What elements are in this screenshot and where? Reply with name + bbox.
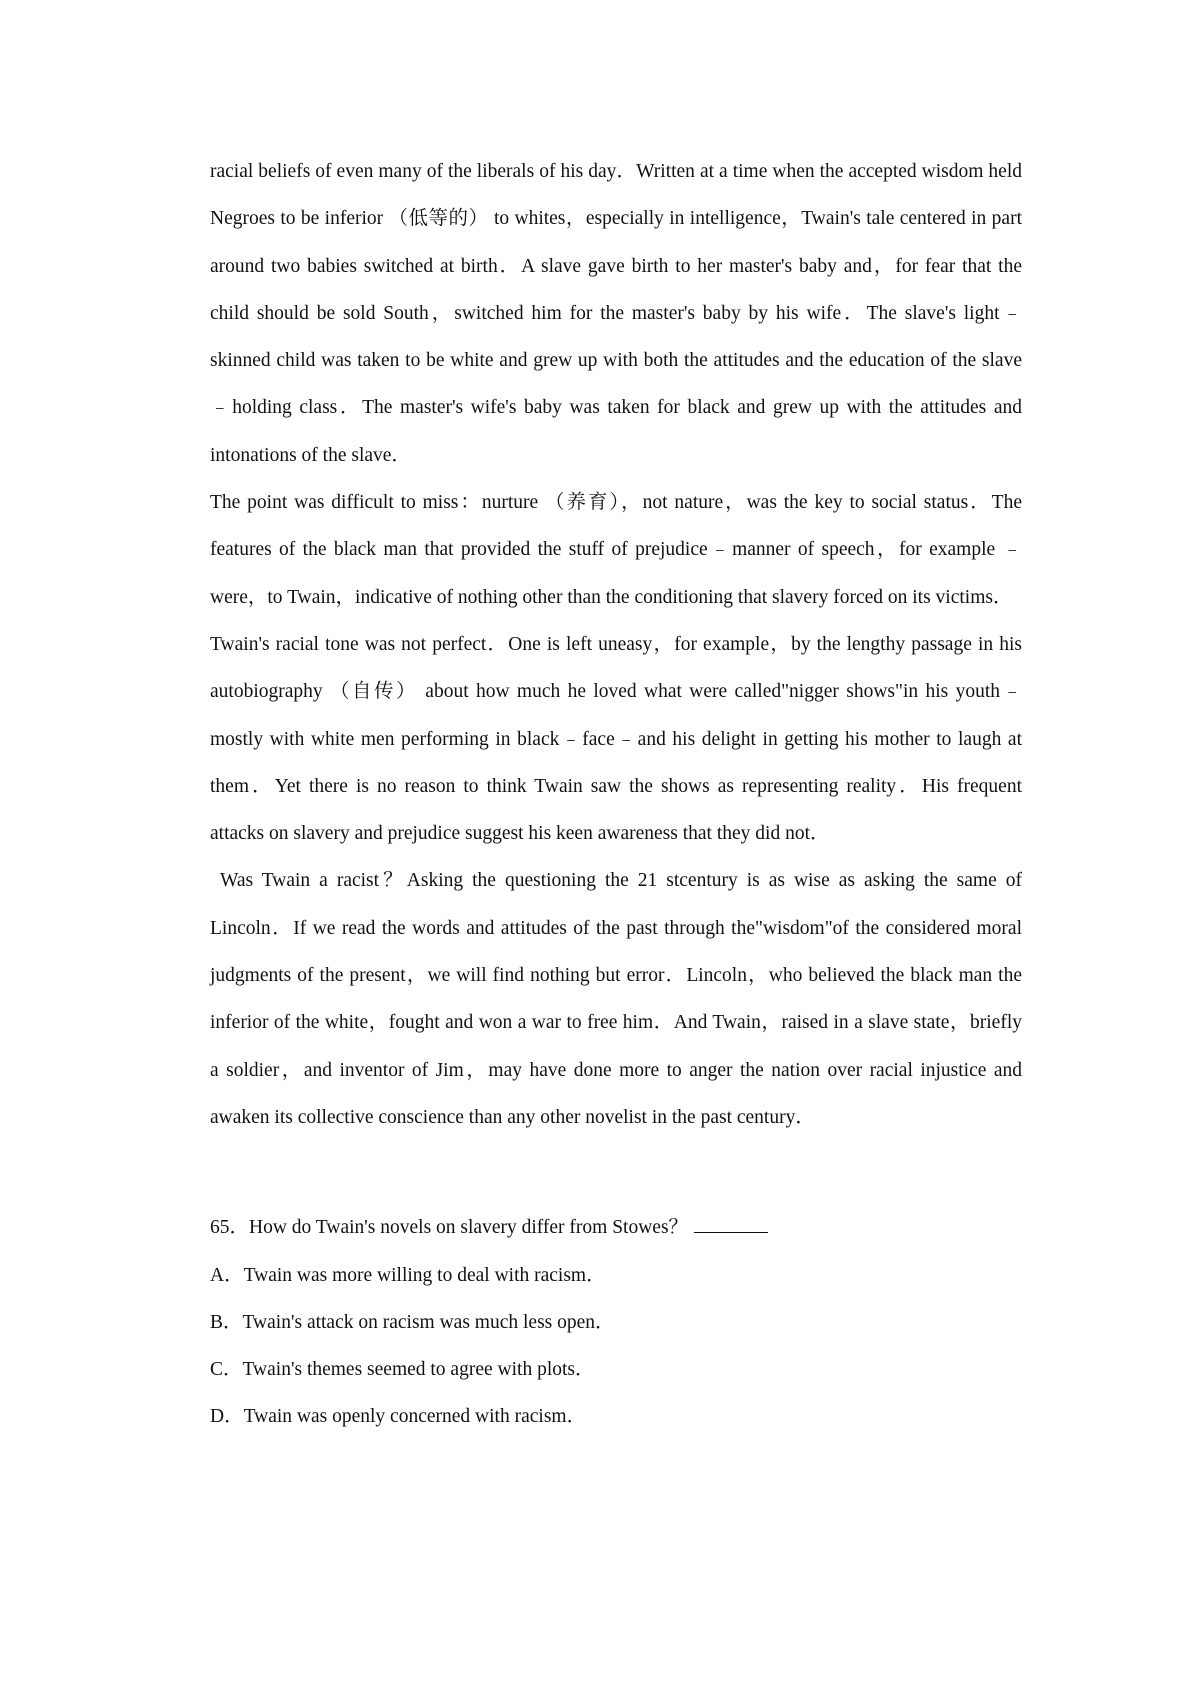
option-c: C．Twain's themes seemed to agree with plots． xyxy=(210,1359,595,1381)
question-stem-line xyxy=(210,1204,1022,1251)
option-a: A．Twain was more willing to deal with racism． xyxy=(210,1264,606,1286)
passage-paragraph-4: Was Twain a racist？Asking the questioning the 21 stcentury is as wise as asking the same of Lincoln．If we read the words and attitudes of the past through the"wisdom"of the considered moral judgments of the present，we will find nothing but error．Lincoln，who believed the black man the inferior of the white，fought and won a war to free him．And Twain，raised in a slave state，briefly a soldier，and inventor of Jim，may have done more to anger the nation over racial injustice and awaken its collective conscience than any other novelist in the past century． xyxy=(210,870,1022,1128)
option-b: B．Twain's attack on racism was much less open． xyxy=(210,1311,615,1333)
reading-passage xyxy=(210,148,1022,1141)
document-page xyxy=(210,148,1022,1441)
option-d: D．Twain was openly concerned with racism． xyxy=(210,1406,587,1428)
answer-blank xyxy=(694,1212,768,1233)
passage-paragraph-1: racial beliefs of even many of the liberals of his day．Written at a time when the accepted wisdom held Negroes to be inferior （低等的） to whites，especially in intelligence，Twain's tale centered in part around two babies switched at birth．A slave gave birth to her master's baby and，for fear that the child should be sold South，switched him for the master's baby by his wife．The slave's light﹣skinned child was taken to be white and grew up with both the attitudes and the education of the slave﹣holding class．The master's wife's baby was taken for black and grew up with the attitudes and intonations of the slave． xyxy=(210,161,1022,466)
passage-paragraph-2: The point was difficult to miss：nurture （养育），not nature，was the key to social status．The features of the black man that provided the stuff of prejudice﹣manner of speech，for example ﹣were，to Twain，indicative of nothing other than the conditioning that slavery forced on its victims． xyxy=(210,492,1022,608)
question-stem: 65．How do Twain's novels on slavery differ from Stowes？ xyxy=(210,1217,689,1239)
question-65 xyxy=(210,1204,1022,1440)
passage-paragraph-3: Twain's racial tone was not perfect．One is left uneasy，for example，by the lengthy passage in his autobiography （自传） about how much he loved what were called"nigger shows"in his youth﹣mostly with white men performing in black﹣face﹣and his delight in getting his mother to laugh at them．Yet there is no reason to think Twain saw the shows as representing reality．His frequent attacks on slavery and prejudice suggest his keen awareness that they did not． xyxy=(210,633,1022,845)
